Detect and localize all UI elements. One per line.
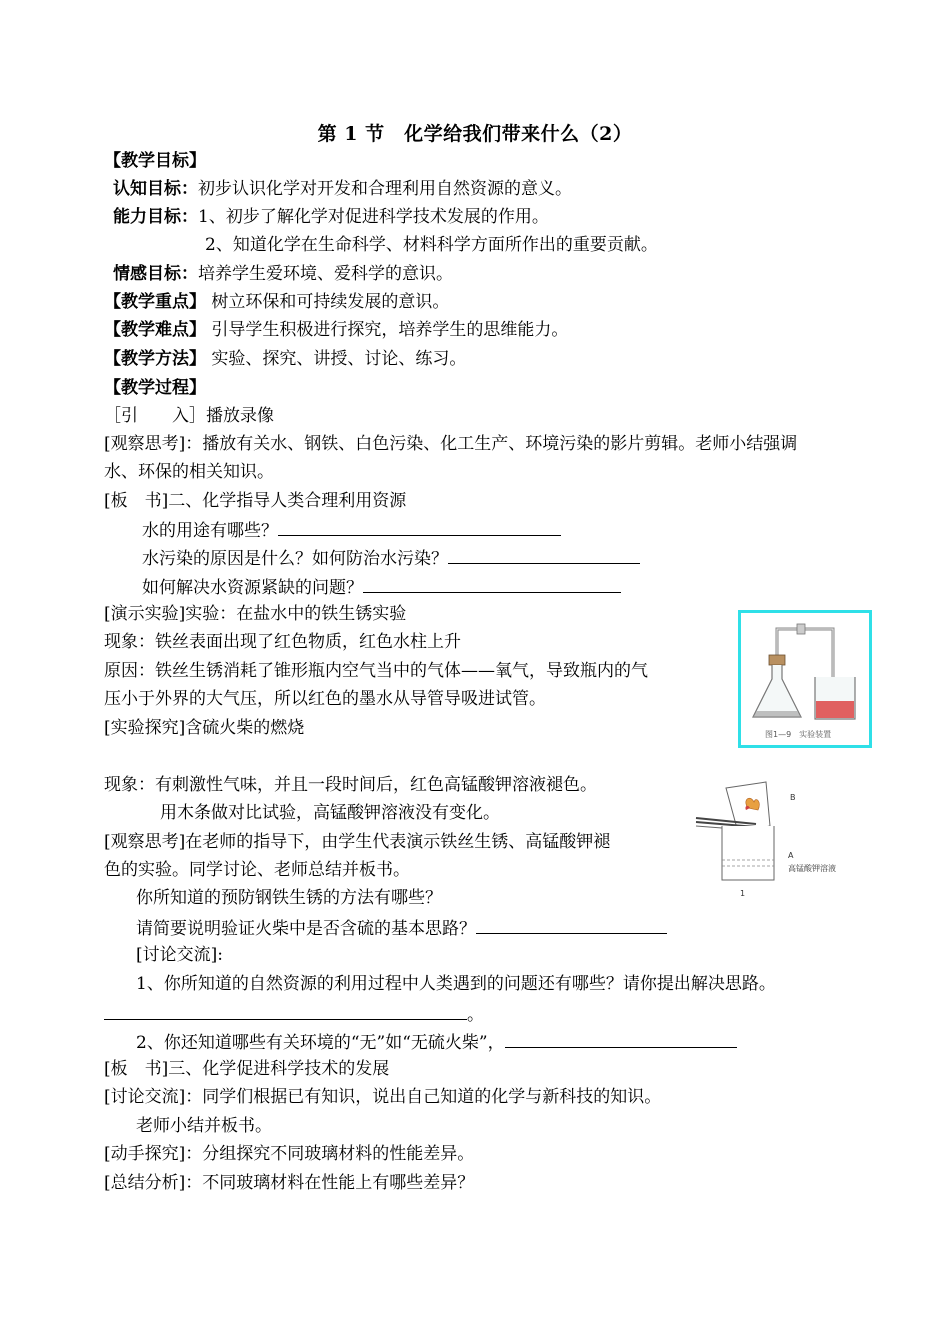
difficulty-label: 【教学难点】 (104, 320, 206, 340)
discuss2-line: [讨论交流]：同学们根据已有知识，说出自己知道的化学与新科技的知识。 (104, 1087, 662, 1107)
answer-blank-water-pollution[interactable] (448, 545, 640, 564)
board-line-2: [板 书]三、化学促进科学技术的发展 (104, 1059, 390, 1079)
answer-blank-water-shortage[interactable] (363, 574, 621, 593)
discuss-heading: [讨论交流]: (136, 945, 223, 965)
answer-blank-sulfur[interactable] (476, 915, 667, 934)
reason-line-1: 原因：铁丝生锈消耗了锥形瓶内空气当中的气体——氧气，导致瓶内的气 (104, 661, 648, 681)
label-figure-number: 1 (740, 889, 746, 898)
emotion-label: 情感目标： (113, 264, 198, 284)
key-point (104, 290, 449, 314)
observe-line-2: 水、环保的相关知识。 (104, 462, 274, 482)
rust-apparatus-drawing (741, 613, 869, 745)
figure-rust-apparatus (738, 610, 872, 748)
key-label: 【教学重点】 (104, 292, 206, 312)
question-water-pollution-text: 水污染的原因是什么？如何防治水污染？ (142, 549, 448, 569)
answer-blank-discuss-2[interactable] (505, 1029, 737, 1048)
emotion-text: 培养学生爱环境、爱科学的意识。 (198, 264, 453, 284)
reason-line-2: 压小于外界的大气压，所以红色的墨水从导管导吸进试管。 (104, 689, 546, 709)
question-water-shortage (142, 574, 621, 600)
phenomenon-line-2: 现象：有刺激性气味，并且一段时间后，红色高锰酸钾溶液褪色。 (104, 775, 597, 795)
question-water-use-text: 水的用途有哪些？ (142, 521, 278, 541)
phenomenon-line-2b: 用木条做对比试验，高锰酸钾溶液没有变化。 (160, 803, 500, 823)
question-water-shortage-text: 如何解决水资源紧缺的问题？ (142, 578, 363, 598)
section-objectives-heading: 【教学目标】 (104, 151, 206, 171)
difficulty-text: 引导学生积极进行探究，培养学生的思维能力。 (206, 320, 569, 340)
question-sulfur-text: 请简要说明验证火柴中是否含硫的基本思路？ (136, 919, 476, 939)
cognitive-objective (104, 177, 572, 201)
ability-objective (104, 205, 549, 229)
teacher-summary-line: 老师小结并板书。 (136, 1116, 272, 1136)
ability-text-1: 1、初步了解化学对促进科学技术发展的作用。 (198, 207, 549, 227)
question-rust: 你所知道的预防钢铁生锈的方法有哪些？ (136, 888, 442, 908)
method-text: 实验、探究、讲授、讨论、练习。 (206, 349, 467, 369)
label-b: B (790, 793, 796, 802)
ability-text-2: 2、知道化学在生命科学、材料科学方面所作出的重要贡献。 (205, 235, 658, 255)
observe2-line-2: 色的实验。同学讨论、老师总结并板书。 (104, 860, 410, 880)
demo-line: [演示实验]实验：在盐水中的铁生锈实验 (104, 604, 407, 624)
teaching-method (104, 347, 466, 371)
sulfur-match-drawing (688, 780, 858, 900)
discuss-answer-1 (104, 1001, 484, 1027)
emotion-objective (104, 262, 453, 286)
question-water-use (142, 517, 561, 543)
discuss-question-2 (136, 1029, 737, 1055)
discuss-answer-1-end: 。 (467, 1005, 484, 1025)
cognitive-text: 初步认识化学对开发和合理利用自然资源的意义。 (198, 179, 572, 199)
intro-line: ［引 入］播放录像 (104, 406, 274, 426)
observe2-line-1: [观察思考]在老师的指导下，由学生代表演示铁丝生锈、高锰酸钾褪 (104, 832, 611, 852)
discuss-question-1: 1、你所知道的自然资源的利用过程中人类遇到的问题还有哪些？请你提出解决思路。 (136, 974, 776, 994)
method-label: 【教学方法】 (104, 349, 206, 369)
summary-line: [总结分析]：不同玻璃材料在性能上有哪些差异？ (104, 1173, 475, 1193)
observe-line-1: [观察思考]：播放有关水、钢铁、白色污染、化工生产、环境污染的影片剪辑。老师小结强调 (104, 434, 798, 454)
question-sulfur (136, 915, 667, 941)
explore-line: [实验探究]含硫火柴的燃烧 (104, 718, 305, 738)
cognitive-label: 认知目标： (113, 179, 198, 199)
ability-label: 能力目标： (113, 207, 198, 227)
difficulty-point (104, 318, 568, 342)
page-title: 第 1 节 化学给我们带来什么（2） (317, 123, 633, 145)
key-text: 树立环保和可持续发展的意识。 (206, 292, 450, 312)
board-line-1: [板 书]二、化学指导人类合理利用资源 (104, 491, 407, 511)
label-solution: 高锰酸钾溶液 (788, 864, 836, 873)
discuss-question-2-text: 2、你还知道哪些有关环境的“无”如“无硫火柴”， (136, 1033, 505, 1053)
phenomenon-line-1: 现象：铁丝表面出现了红色物质，红色水柱上升 (104, 632, 461, 652)
figure1-caption: 图1—9 实验装置 (765, 730, 832, 739)
answer-blank-discuss-1[interactable] (104, 1001, 467, 1020)
answer-blank-water-use[interactable] (278, 517, 561, 536)
question-water-pollution (142, 545, 640, 571)
figure-sulfur-match-apparatus (688, 780, 858, 900)
red-liquid (816, 701, 854, 718)
hands-on-line: [动手探究]：分组探究不同玻璃材料的性能差异。 (104, 1144, 475, 1164)
label-a: A (788, 851, 794, 860)
process-heading: 【教学过程】 (104, 378, 206, 398)
